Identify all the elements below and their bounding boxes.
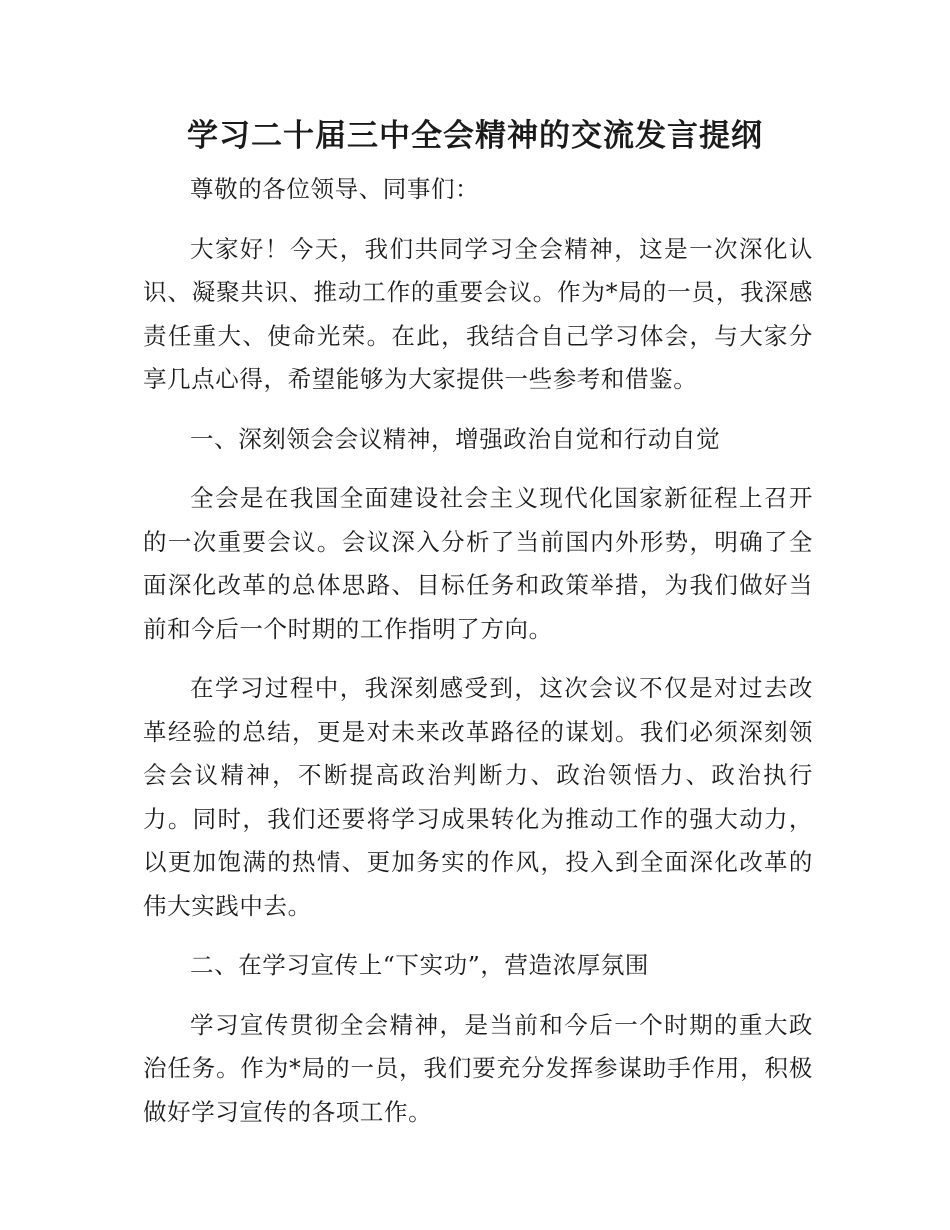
- document-title: 学习二十届三中全会精神的交流发言提纲: [187, 118, 763, 154]
- paragraph-section2-a: 学习宣传贯彻全会精神，是当前和今后一个时期的重大政治任务。作为*局的一员，我们要充分发挥参谋助手作用，积极做好学习宣传的各项工作。: [143, 1010, 813, 1126]
- paragraph-section1-a: 全会是在我国全面建设社会主义现代化国家新征程上召开的一次重要会议。会议深入分析了当前国内外形势，明确了全面深化改革的总体思路、目标任务和政策举措，为我们做好当前和今后一个时期的工作指明了方向。: [143, 484, 813, 643]
- document-body: [143, 168, 813, 1150]
- paragraph-intro: 大家好！今天，我们共同学习全会精神，这是一次深化认识、凝聚共识、推动工作的重要会议。作为*局的一员，我深感责任重大、使命光荣。在此，我结合自己学习体会，与大家分享几点心得，希望能够为大家提供一些参考和借鉴。: [143, 234, 813, 393]
- section-heading-2: 二、在学习宣传上“下实功”，营造浓厚氛围: [190, 951, 650, 979]
- paragraph-section1-b: 在学习过程中，我深刻感受到，这次会议不仅是对过去改革经验的总结，更是对未来改革路径的谋划。我们必须深刻领会会议精神，不断提高政治判断力、政治领悟力、政治执行力。同时，我们还要将学习成果转化为推动工作的强大动力，以更加饱满的热情、更加务实的作风，投入到全面深化改革的伟大实践中去。: [143, 674, 813, 920]
- section-heading-1: 一、深刻领会会议精神，增强政治自觉和行动自觉: [190, 424, 721, 453]
- salutation: 尊敬的各位领导、同事们：: [190, 175, 480, 203]
